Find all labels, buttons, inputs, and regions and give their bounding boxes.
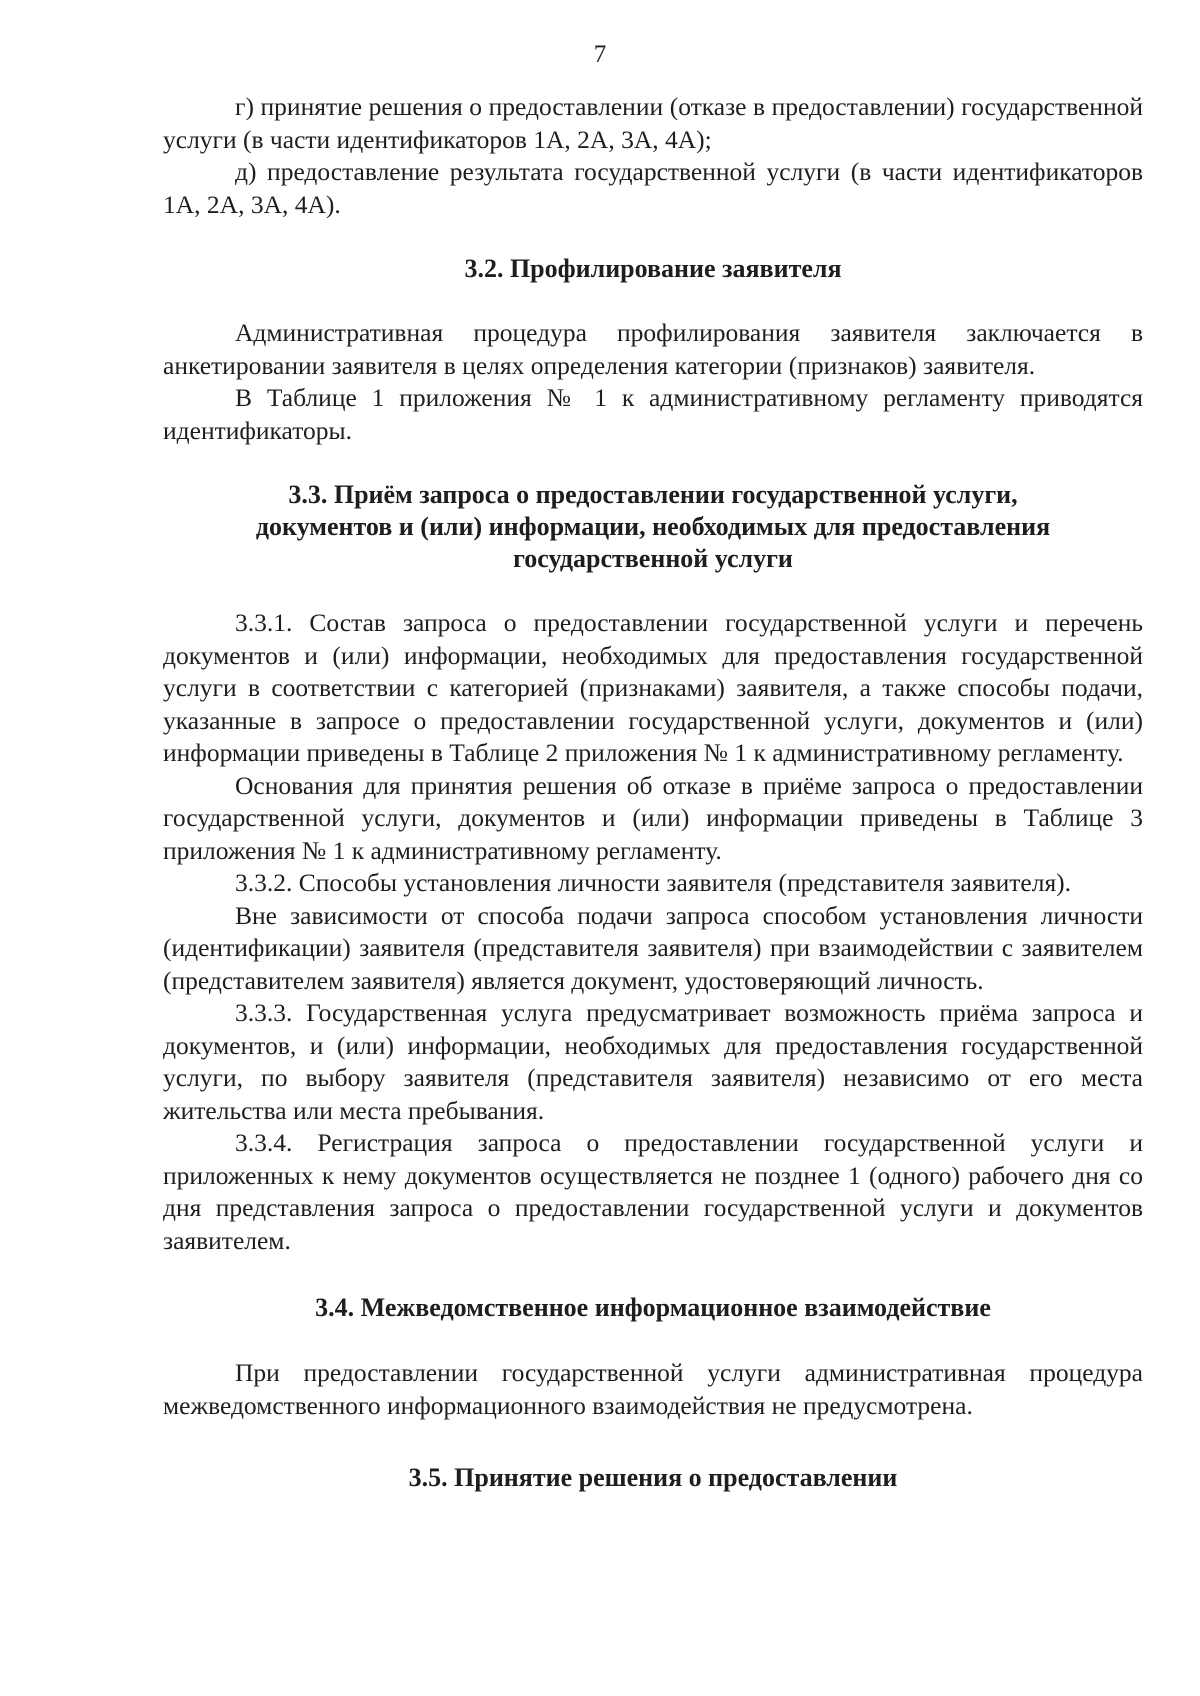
- list-item-g: г) принятие решения о предоставлении (отказе в предоставлении) государственной услуги (в части идентификаторов 1А, 2А, 3А, 4А);: [163, 92, 1143, 154]
- paragraph-3-3-3: 3.3.3. Государственная услуга предусматривает возможность приёма запроса и документов, и (или) информации, необходимых для предоставления государственной услуги, по выбору заявителя (представителя заявителя) независимо от его места жительства или места пребывания.: [163, 998, 1143, 1125]
- section-heading-3-2: 3.2. Профилирование заявителя: [464, 254, 842, 283]
- paragraph-3-3-2-identity: Вне зависимости от способа подачи запроса способом установления личности (идентификации) заявителя (представителя заявителя) при взаимодействии с заявителем (представителем заявителя) является документ, удостоверяющий личность.: [163, 900, 1143, 995]
- paragraph-3-4: При предоставлении государственной услуги административная процедура межведомственного информационного взаимодействия не предусмотрена.: [163, 1358, 1143, 1420]
- paragraph-3-3-4: 3.3.4. Регистрация запроса о предоставлении государственной услуги и приложенных к нему документов осуществляется не позднее 1 (одного) рабочего дня со дня представления запроса о предоставлении государственной услуги и документов заявителем.: [163, 1128, 1143, 1255]
- heading-line: документов и (или) информации, необходимых для предоставления: [255, 512, 1051, 541]
- paragraph-3-3-1-refusal: Основания для принятия решения об отказе в приёме запроса о предоставлении государственной услуги, документов и (или) информации приведены в Таблице 3 приложения № 1 к административному регламенту.: [163, 770, 1143, 865]
- page-number: 7: [593, 41, 607, 68]
- section-heading-3-4: 3.4. Межведомственное информационное взаимодействие: [315, 1293, 991, 1322]
- paragraph-3-3-2: 3.3.2. Способы установления личности заявителя (представителя заявителя).: [235, 868, 1072, 897]
- paragraph-3-2-1: Административная процедура профилирования заявителя заключается в анкетировании заявителя в целях определения категории (признаков) заявителя.: [163, 318, 1143, 380]
- heading-line: государственной услуги: [513, 544, 793, 573]
- paragraph-3-2-2: В Таблице 1 приложения № 1 к административному регламенту приводятся идентификаторы.: [163, 383, 1143, 445]
- document-body: [163, 91, 1143, 1494]
- section-heading-3-3: [163, 479, 1143, 575]
- section-heading-3-5: 3.5. Принятие решения о предоставлении: [408, 1463, 898, 1492]
- list-item-d: д) предоставление результата государственной услуги (в части идентификаторов 1А, 2А, 3А, 4А).: [163, 157, 1143, 219]
- paragraph-3-3-1: 3.3.1. Состав запроса о предоставлении государственной услуги и перечень документов и (или) информации, необходимых для предоставления государственной услуги в соответствии с категорией (признаками) заявителя, а также способы подачи, указанные в запросе о предоставлении государственной услуги, документов и (или) информации приведены в Таблице 2 приложения № 1 к административному регламенту.: [163, 608, 1143, 767]
- heading-line: 3.3. Приём запроса о предоставлении государственной услуги,: [288, 480, 1018, 509]
